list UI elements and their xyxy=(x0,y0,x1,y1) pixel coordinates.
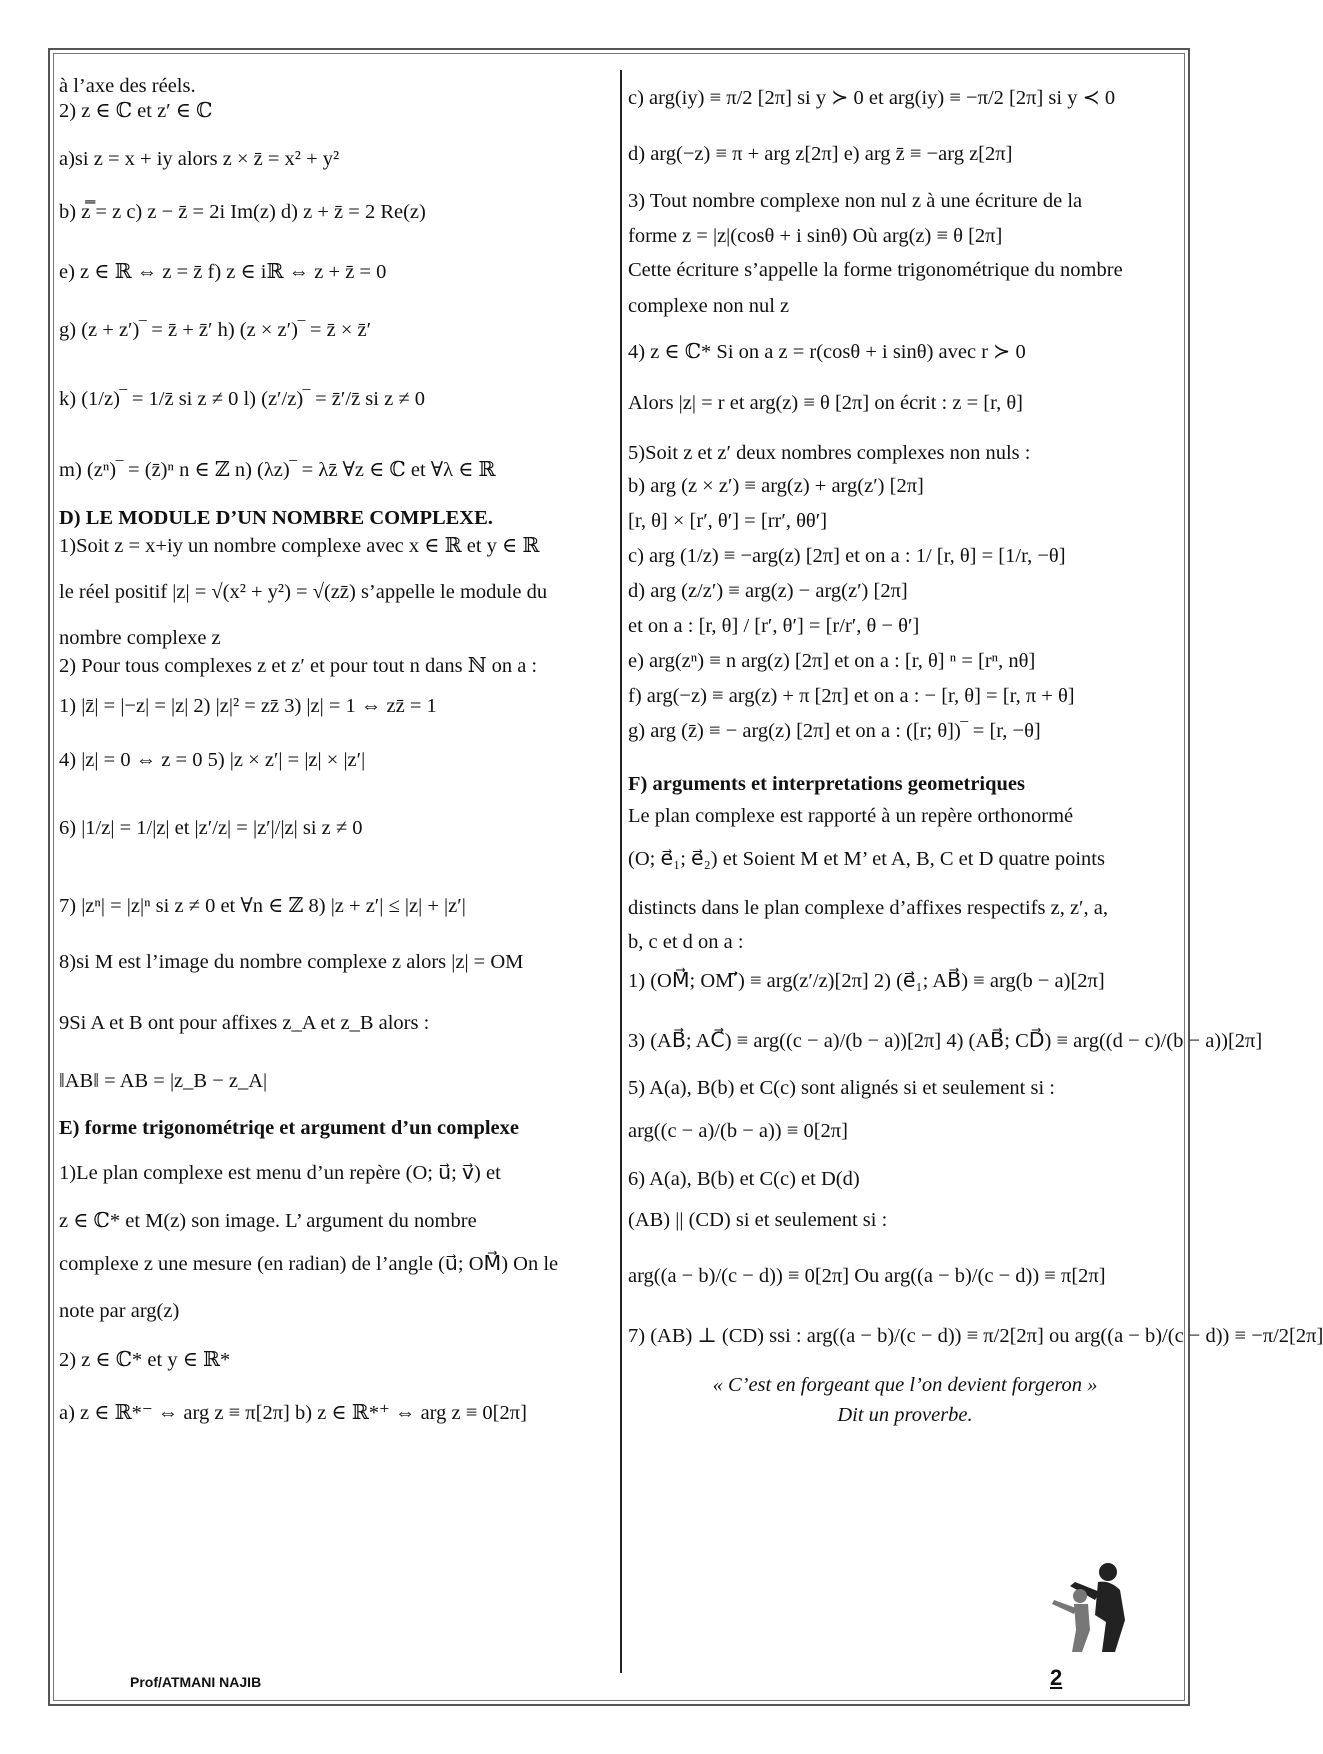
text-line: g) (z + z′)‾ = z̄ + z̄′ h) (z × z′)‾ = z̄ × z̄′ xyxy=(59,319,372,341)
text-line: 5)Soit z et z′ deux nombres complexes non nuls : xyxy=(628,442,1031,464)
text-line: nombre complexe z xyxy=(59,627,221,649)
text-line: e) arg(zⁿ) ≡ n arg(z) [2π] et on a : [r, θ] ⁿ = [rⁿ, nθ] xyxy=(628,650,1036,672)
text-line: a) z ∈ ℝ*⁻ ⇔ arg z ≡ π[2π] b) z ∈ ℝ*⁺ ⇔ arg z ≡ 0[2π] xyxy=(59,1402,527,1424)
father-child-clipart xyxy=(1040,1560,1135,1655)
text-line: le réel positif |z| = √(x² + y²) = √(zz̄) s’appelle le module du xyxy=(59,581,548,603)
text-line: e) z ∈ ℝ ⇔ z = z̄ f) z ∈ iℝ ⇔ z + z̄ = 0 xyxy=(59,261,387,283)
text-line: 4) z ∈ ℂ* Si on a z = r(cosθ + i sinθ) avec r ≻ 0 xyxy=(628,341,1026,363)
text-line: arg((a − b)/(c − d)) ≡ 0[2π] Ou arg((a − b)/(c − d)) ≡ π[2π] xyxy=(628,1265,1106,1287)
text-line: 2) z ∈ ℂ* et y ∈ ℝ* xyxy=(59,1349,231,1371)
text-line: c) arg (1/z) ≡ −arg(z) [2π] et on a : 1/ [r, θ] = [1/r, −θ] xyxy=(628,545,1066,567)
text-line: distincts dans le plan complexe d’affixes respectifs z, z′, a, xyxy=(628,897,1108,919)
page-frame-inner xyxy=(53,53,1185,1701)
text-line: m) (zⁿ)‾ = (z̄)ⁿ n ∈ ℤ n) (λz)‾ = λz̄ ∀z ∈ ℂ et ∀λ ∈ ℝ xyxy=(59,459,496,481)
text-line: Cette écriture s’appelle la forme trigonométrique du nombre xyxy=(628,259,1123,281)
text-line: 7) |zⁿ| = |z|ⁿ si z ≠ 0 et ∀n ∈ ℤ 8) |z + z′| ≤ |z| + |z′| xyxy=(59,895,466,917)
text-line: z ∈ ℂ* et M(z) son image. L’ argument du nombre xyxy=(59,1210,477,1232)
section-heading: D) LE MODULE D’UN NOMBRE COMPLEXE. xyxy=(59,507,493,529)
text-line: note par arg(z) xyxy=(59,1300,180,1322)
text-line: Alors |z| = r et arg(z) ≡ θ [2π] on écrit : z = [r, θ] xyxy=(628,392,1023,414)
text-line: arg((c − a)/(b − a)) ≡ 0[2π] xyxy=(628,1120,848,1142)
text-line: 1)Soit z = x+iy un nombre complexe avec x ∈ ℝ et y ∈ ℝ xyxy=(59,535,540,557)
text-line: complexe non nul z xyxy=(628,295,790,317)
text-line: a)si z = x + iy alors z × z̄ = x² + y² xyxy=(59,148,340,170)
text-line: 3) (AB⃗; AC⃗) ≡ arg((c − a)/(b − a))[2π] 4) (AB⃗; CD⃗) ≡ arg((d − c)/(b − a))[2π] xyxy=(628,1030,1263,1052)
footer-author: Prof/ATMANI NAJIB xyxy=(130,1674,262,1690)
text-line: 7) (AB) ⊥ (CD) ssi : arg((a − b)/(c − d)) ≡ π/2[2π] ou arg((a − b)/(c − d)) ≡ −π/2[2π] xyxy=(628,1325,1323,1347)
text-line: à l’axe des réels. xyxy=(59,75,196,97)
text-line: f) arg(−z) ≡ arg(z) + π [2π] et on a : − [r, θ] = [r, π + θ] xyxy=(628,685,1075,707)
text-line: 4) |z| = 0 ⇔ z = 0 5) |z × z′| = |z| × |z′| xyxy=(59,749,366,771)
text-line: k) (1/z)‾ = 1/z̄ si z ≠ 0 l) (z′/z)‾ = z̄′/z̄ si z ≠ 0 xyxy=(59,388,425,410)
text-line: g) arg (z̄) ≡ − arg(z) [2π] et on a : ([r; θ])‾ = [r, −θ] xyxy=(628,720,1041,742)
text-line: 1)Le plan complexe est menu d’un repère (O; u⃗; v⃗) et xyxy=(59,1162,501,1184)
text-line: ‖AB‖ = AB = |z_B − z_A| xyxy=(59,1070,268,1092)
text-line: c) arg(iy) ≡ π/2 [2π] si y ≻ 0 et arg(iy) ≡ −π/2 [2π] si y ≺ 0 xyxy=(628,87,1116,109)
section-heading: F) arguments et interpretations geometriques xyxy=(628,773,1026,795)
text-line: 6) A(a), B(b) et C(c) et D(d) xyxy=(628,1168,860,1190)
text-line: 8)si M est l’image du nombre complexe z alors |z| = OM xyxy=(59,951,524,973)
text-line: 5) A(a), B(b) et C(c) sont alignés si et seulement si : xyxy=(628,1077,1055,1099)
section-heading: E) forme trigonométriqe et argument d’un complexe xyxy=(59,1117,519,1139)
text-line: (O; e⃗₁; e⃗₂) et Soient M et M’ et A, B, C et D quatre points xyxy=(628,848,1105,870)
text-line: forme z = |z|(cosθ + i sinθ) Où arg(z) ≡ θ [2π] xyxy=(628,225,1003,247)
text-line: b) z̿ = z c) z − z̄ = 2i Im(z) d) z + z̄ = 2 Re(z) xyxy=(59,201,426,223)
text-line: 9Si A et B ont pour affixes z_A et z_B alors : xyxy=(59,1012,430,1034)
text-line: complexe z une mesure (en radian) de l’angle (u⃗; OM⃗) On le xyxy=(59,1253,559,1275)
text-line: b, c et d on a : xyxy=(628,931,744,953)
text-line: 6) |1/z| = 1/|z| et |z′/z| = |z′|/|z| si z ≠ 0 xyxy=(59,817,363,839)
column-divider xyxy=(620,70,622,1673)
text-line: b) arg (z × z′) ≡ arg(z) + arg(z′) [2π] xyxy=(628,475,924,497)
text-line: 2) z ∈ ℂ et z′ ∈ ℂ xyxy=(59,100,213,122)
text-line: 3) Tout nombre complexe non nul z à une écriture de la xyxy=(628,190,1083,212)
text-line: (AB) || (CD) si et seulement si : xyxy=(628,1209,888,1231)
text-line: [r, θ] × [r′, θ′] = [rr′, θθ′] xyxy=(628,510,828,532)
page-number: 2 xyxy=(1050,1665,1063,1690)
proverb-quote: « C’est en forgeant que l’on devient forgeron » xyxy=(712,1374,1098,1396)
text-line: et on a : [r, θ] / [r′, θ′] = [r/r′, θ − θ′] xyxy=(628,615,920,637)
text-line: d) arg (z/z′) ≡ arg(z) − arg(z′) [2π] xyxy=(628,580,908,602)
proverb-attribution: Dit un proverbe. xyxy=(837,1404,973,1426)
text-line: 1) (OM⃗; OM′⃗) ≡ arg(z′/z)[2π] 2) (e⃗₁; AB⃗) ≡ arg(b − a)[2π] xyxy=(628,970,1105,992)
text-line: Le plan complexe est rapporté à un repère orthonormé xyxy=(628,805,1074,827)
text-line: 1) |z̄| = |−z| = |z| 2) |z|² = zz̄ 3) |z| = 1 ⇔ zz̄ = 1 xyxy=(59,695,437,717)
text-line: d) arg(−z) ≡ π + arg z[2π] e) arg z̄ ≡ −arg z[2π] xyxy=(628,143,1013,165)
text-line: 2) Pour tous complexes z et z′ et pour tout n dans ℕ on a : xyxy=(59,655,538,677)
